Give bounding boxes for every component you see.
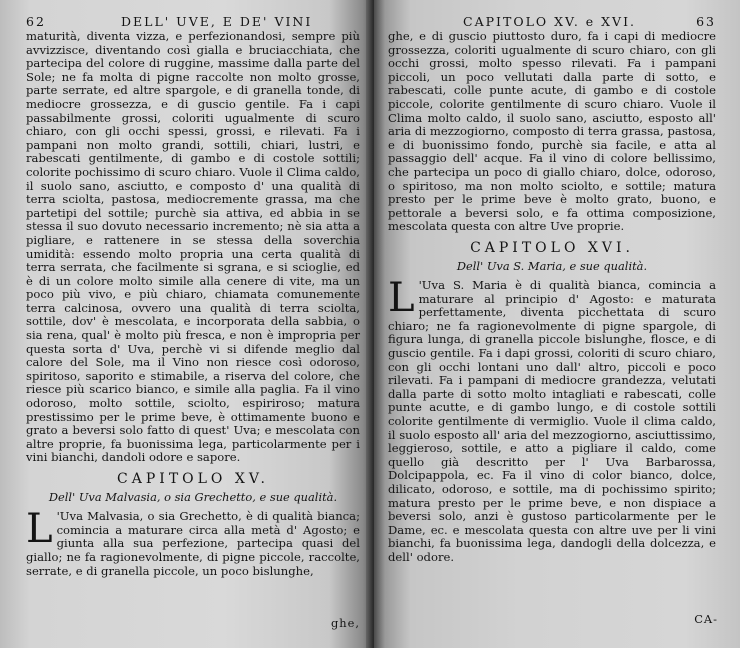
left-chapter-heading: CAPITOLO XV.	[117, 471, 269, 487]
right-drop-cap: L	[388, 275, 415, 322]
right-running-title: CAPITOLO XV. e XVI.	[463, 14, 636, 29]
right-page-number: 63	[696, 14, 716, 29]
left-paragraph-2: 'Uva Malvasia, o sia Grechetto, è di qualità bianca; comincia a maturare circa alla metà d' Agosto; e giunta alla sua perfezione, partecipa quasi del giallo; ne fa ragionevolmente, di pigne piccole, raccolte, serrate, e di granella piccole, un poco bislunghe,	[26, 509, 360, 578]
right-paragraph-2: 'Uva S. Maria è di qualità bianca, comincia a maturare al principio d' Agosto: e maturata perfettamente, diventa picchettata di scuro chiaro; ne fa ragionevolmente di pigne spargole, di figura lunga, di granella piccole bislunghe, flosce, e di guscio gentile. Fa i dapi grossi, coloriti di scuro chiaro, con gli occhi lontani uno dall' altro, piccoli e poco rilevati. Fa i pampani di mediocre grandezza, velutati dalla parte di sotto molto intagliati e rabescati, colle punte acutte, e di gambo lungo, e di costole sottili colorite gentilmente di vermiglio. Vuole il clima caldo, il suolo esposto all' aria del mezzogiorno, asciuttissimo, leggieroso, sottile, e atto a pigliare il caldo, come quello già descritto per l' Uva Barbarossa, Dolcipappola, ec. Fa il vino di color bianco, dolce, dilicato, odoroso, e sottile, ma di pochissimo spirito; matura presto per le prime beve, e non dispiace a beversi solo, anzi è gustoso particolarmente per le Dame, ec. e mescolata questa con altre uve per li vini bianchi, fa buonissima lega, dandogli della dolcezza, e dell' odore.	[388, 278, 716, 564]
right-paragraph-1: ghe, e di guscio piuttosto duro, fa i capi di mediocre grossezza, coloriti ugualmente di scuro chiaro, con gli occhi grossi, molto spesso rilevati. Fa i pampani piccoli, un poco vellutati dalla parte di sotto, e rabescati, colle punte acute, di gambo e di costole piccole, colorite gentilmente di scuro chiaro. Vuole il Clima molto caldo, il suolo sano, asciutto, esposto all' aria di mezzogiorno, composto di terra grassa, pastosa, e di buonissimo fondo, purchè sia facile, e atta al passaggio dell' acque. Fa il vino di colore bellissimo, che partecipa un poco di giallo chiaro, dolce, odoroso, o spiritoso, ma non molto sciolto, e sottile; matura presto per le prime beve è molto grato, buono, e pettorale a beversi solo, e fa ottima composizione, mescolata questa con altre Uve proprie.	[388, 29, 716, 234]
right-page-header	[388, 14, 716, 30]
left-page-header	[26, 14, 360, 30]
right-chapter-heading: CAPITOLO XVI.	[470, 239, 634, 256]
left-catchword: ghe,	[331, 616, 360, 630]
right-page	[374, 0, 740, 648]
right-body	[388, 30, 716, 565]
left-drop-cap: L	[26, 506, 53, 553]
right-chapter-subtitle: Dell' Uva S. Maria, e sue qualità.	[456, 258, 648, 273]
right-paragraph-2-wrap	[388, 275, 716, 564]
left-running-title: DELL' UVE, E DE' VINI	[121, 14, 313, 29]
left-paragraph-2-wrap	[26, 506, 360, 578]
left-paragraph-1: maturità, diventa vizza, e perfezionandosi, sempre più avvizzisce, diventando così gialla e bruciacchiata, che partecipa del colore di ruggine, massime dalla parte del Sole; ne fa molta di pigne raccolte non molto grosse, parte serrate, ed altre spargole, e di granella tonde, di mediocre grossezza, e di guscio gentile. Fa i capi passabilmente grossi, coloriti ugualmente di scuro chiaro, con gli occhi spessi, grossi, e rilevati. Fa i pampani non molto grandi, sottili, chiari, lustri, e rabescati gentilmente, di gambo e di costole sottili; colorite pochissimo di scuro chiaro. Vuole il Clima caldo, il suolo sano, asciutto, e composto d' una qualità di terra sciolta, pastosa, mediocremente grassa, ma che partetipi del sottile; purchè sia attiva, ed abbia in se stessa il suo dovuto necessario incremento; nè sia atta a pigliare, e rattenere in se stessa della soverchia umidità: essendo molto propria una certa qualità di terra serrata, che facilmente si sgrana, e si scioglie, ed è di un colore molto simile alla cenere di vite, ma un poco più vivo, e più chiaro, chiamata comunemente terra calcinosa, ovvero una qualità di terra sciolta, sottile, dov' è mescolata, e incorporata della sabbia, o sia rena, qual' è molto più fresca, e non è impropria per questa sorta d' Uva, perchè vi si difende meglio dal calore del Sole, ma il Vino non riesce così odoroso, spiritoso, saporito e stimabile, a riserva del colore, che riesce più scarico bianco, e simile alla paglia. Fa il vino odoroso, molto sottile, sciolto, espiriroso; matura prestissimo per le prime beve, è ottimamente buono e grato a beversi solo fatto di quest' Uva; e mescolata con altre proprie, fa buonissima lega, particolarmente per i vini bianchi, dandoli odore e sapore.	[26, 29, 360, 465]
right-catchword: CA-	[694, 612, 718, 626]
left-chapter-subtitle: Dell' Uva Malvasia, o sia Grechetto, e sue qualità.	[48, 489, 338, 504]
left-page-number: 62	[26, 14, 46, 29]
left-body	[26, 30, 360, 578]
